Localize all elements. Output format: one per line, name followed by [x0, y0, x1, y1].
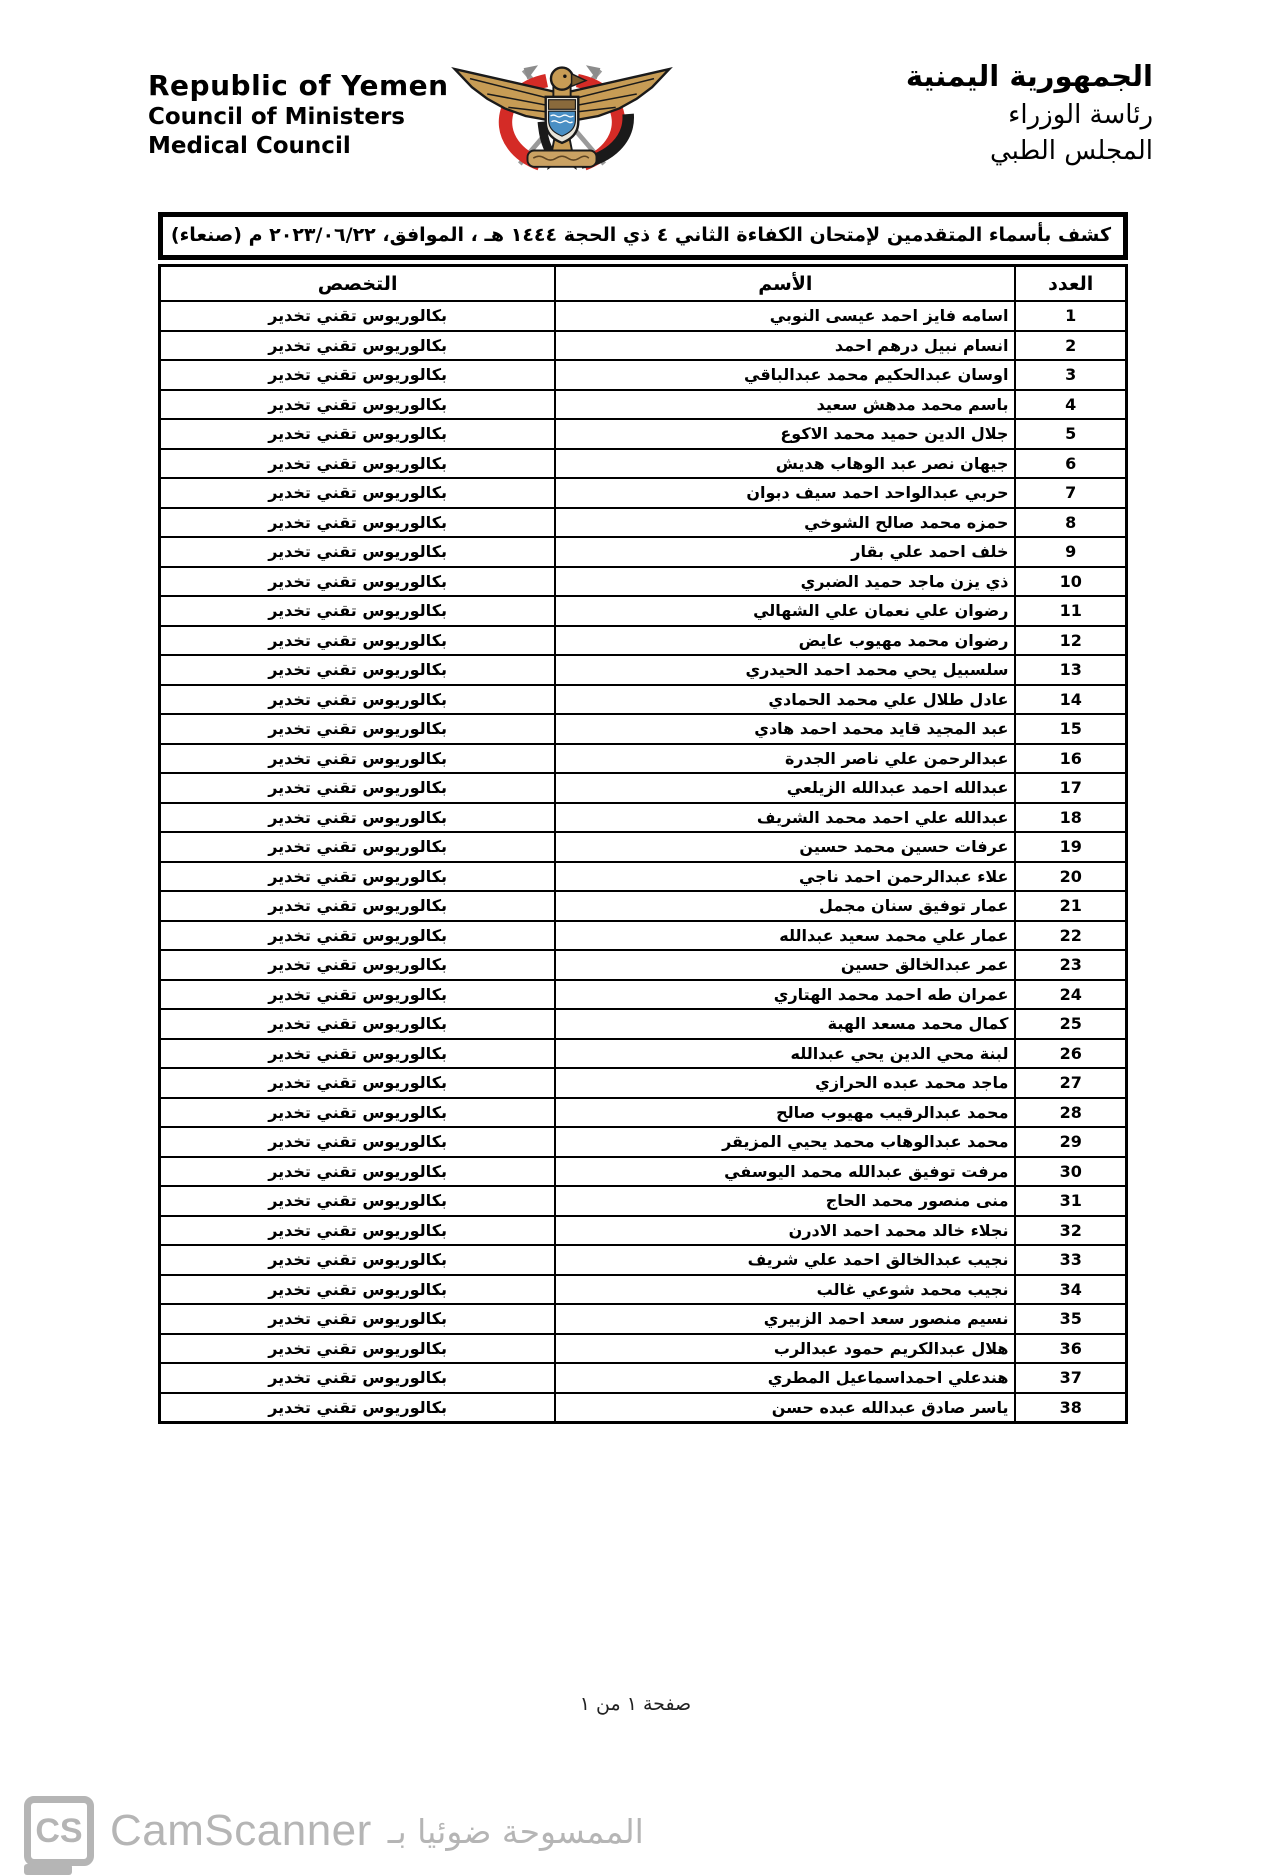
row-number: 8	[1015, 508, 1126, 538]
row-specialty: بكالوريوس تقني تخدير	[160, 1393, 556, 1423]
row-specialty: بكالوريوس تقني تخدير	[160, 567, 556, 597]
row-name: ماجد محمد عبده الحرازي	[555, 1068, 1015, 1098]
header-arabic-line2: رئاسة الوزراء	[1008, 99, 1153, 130]
table-row	[160, 803, 1127, 833]
row-name: عمار علي محمد سعيد عبدالله	[555, 921, 1015, 951]
row-specialty: بكالوريوس تقني تخدير	[160, 301, 556, 331]
row-specialty: بكالوريوس تقني تخدير	[160, 478, 556, 508]
column-header-number: العدد	[1015, 266, 1126, 302]
row-name: عبد المجيد قايد محمد احمد هادي	[555, 714, 1015, 744]
row-number: 31	[1015, 1186, 1126, 1216]
table-row	[160, 478, 1127, 508]
table-row	[160, 685, 1127, 715]
row-specialty: بكالوريوس تقني تخدير	[160, 685, 556, 715]
row-number: 16	[1015, 744, 1126, 774]
table-row	[160, 655, 1127, 685]
row-name: محمد عبدالرقيب مهيوب صالح	[555, 1098, 1015, 1128]
row-name: عبدالله علي احمد محمد الشريف	[555, 803, 1015, 833]
table-row	[160, 626, 1127, 656]
table-row	[160, 1068, 1127, 1098]
row-name: سلسبيل يحي محمد احمد الحيدري	[555, 655, 1015, 685]
table-row	[160, 1186, 1127, 1216]
row-number: 23	[1015, 950, 1126, 980]
row-name: هلال عبدالكريم حمود عبدالرب	[555, 1334, 1015, 1364]
row-specialty: بكالوريوس تقني تخدير	[160, 360, 556, 390]
row-number: 4	[1015, 390, 1126, 420]
row-name: لبنة محي الدين يحي عبدالله	[555, 1039, 1015, 1069]
row-number: 25	[1015, 1009, 1126, 1039]
table-row	[160, 862, 1127, 892]
row-specialty: بكالوريوس تقني تخدير	[160, 331, 556, 361]
row-specialty: بكالوريوس تقني تخدير	[160, 1068, 556, 1098]
row-name: عادل طلال علي محمد الحمادي	[555, 685, 1015, 715]
row-name: حمزه محمد صالح الشوخي	[555, 508, 1015, 538]
row-number: 34	[1015, 1275, 1126, 1305]
table-row	[160, 419, 1127, 449]
table-row	[160, 1009, 1127, 1039]
row-number: 17	[1015, 773, 1126, 803]
table-row	[160, 891, 1127, 921]
table-header-row	[160, 266, 1127, 302]
row-name: عرفات حسين محمد حسين	[555, 832, 1015, 862]
row-specialty: بكالوريوس تقني تخدير	[160, 1127, 556, 1157]
row-name: ياسر صادق عبدالله عبده حسن	[555, 1393, 1015, 1423]
row-number: 3	[1015, 360, 1126, 390]
table-row	[160, 1334, 1127, 1364]
row-specialty: بكالوريوس تقني تخدير	[160, 626, 556, 656]
row-number: 29	[1015, 1127, 1126, 1157]
table-row	[160, 980, 1127, 1010]
camscanner-arabic-label: الممسوحة ضوئيا بـ	[387, 1811, 644, 1851]
table-row	[160, 1127, 1127, 1157]
row-number: 1	[1015, 301, 1126, 331]
row-name: منى منصور محمد الحاج	[555, 1186, 1015, 1216]
table-row	[160, 331, 1127, 361]
row-specialty: بكالوريوس تقني تخدير	[160, 921, 556, 951]
table-row	[160, 567, 1127, 597]
row-name: باسم محمد مدهش سعيد	[555, 390, 1015, 420]
row-name: جيهان نصر عبد الوهاب هديش	[555, 449, 1015, 479]
row-specialty: بكالوريوس تقني تخدير	[160, 1216, 556, 1246]
table-row	[160, 744, 1127, 774]
row-name: عمران طه احمد محمد الهتاري	[555, 980, 1015, 1010]
row-name: ذي يزن ماجد حميد الضبري	[555, 567, 1015, 597]
table-row	[160, 449, 1127, 479]
row-number: 11	[1015, 596, 1126, 626]
row-name: عمار توفيق سنان مجمل	[555, 891, 1015, 921]
table-row	[160, 950, 1127, 980]
row-number: 22	[1015, 921, 1126, 951]
row-number: 7	[1015, 478, 1126, 508]
page-number-label: صفحة ١ من ١	[579, 1693, 692, 1715]
row-specialty: بكالوريوس تقني تخدير	[160, 419, 556, 449]
yemen-coat-of-arms-emblem	[447, 54, 677, 178]
row-specialty: بكالوريوس تقني تخدير	[160, 1304, 556, 1334]
row-number: 28	[1015, 1098, 1126, 1128]
row-number: 37	[1015, 1363, 1126, 1393]
row-specialty: بكالوريوس تقني تخدير	[160, 390, 556, 420]
header-english-line1: Republic of Yemen	[148, 69, 449, 102]
yemen-emblem-graphic	[447, 54, 677, 178]
row-number: 38	[1015, 1393, 1126, 1423]
table-row	[160, 360, 1127, 390]
row-specialty: بكالوريوس تقني تخدير	[160, 537, 556, 567]
row-name: كمال محمد مسعد الهبة	[555, 1009, 1015, 1039]
row-specialty: بكالوريوس تقني تخدير	[160, 803, 556, 833]
row-specialty: بكالوريوس تقني تخدير	[160, 1363, 556, 1393]
row-name: محمد عبدالوهاب محمد يحيي المزيقر	[555, 1127, 1015, 1157]
row-number: 10	[1015, 567, 1126, 597]
table-row	[160, 1216, 1127, 1246]
table-row	[160, 390, 1127, 420]
camscanner-icon: CS	[24, 1796, 94, 1866]
row-specialty: بكالوريوس تقني تخدير	[160, 1157, 556, 1187]
row-number: 14	[1015, 685, 1126, 715]
row-number: 27	[1015, 1068, 1126, 1098]
table-row	[160, 1363, 1127, 1393]
camscanner-watermark	[24, 1796, 644, 1866]
row-number: 36	[1015, 1334, 1126, 1364]
row-number: 12	[1015, 626, 1126, 656]
row-specialty: بكالوريوس تقني تخدير	[160, 1186, 556, 1216]
row-name: نجلاء خالد محمد احمد الادرن	[555, 1216, 1015, 1246]
table-row	[160, 1098, 1127, 1128]
row-number: 21	[1015, 891, 1126, 921]
column-header-name: الأسم	[555, 266, 1015, 302]
table-row	[160, 1275, 1127, 1305]
row-number: 9	[1015, 537, 1126, 567]
row-name: نجيب محمد شوعي غالب	[555, 1275, 1015, 1305]
table-row	[160, 921, 1127, 951]
row-number: 24	[1015, 980, 1126, 1010]
row-name: عبدالرحمن علي ناصر الجدرة	[555, 744, 1015, 774]
row-number: 30	[1015, 1157, 1126, 1187]
table-row	[160, 714, 1127, 744]
row-specialty: بكالوريوس تقني تخدير	[160, 950, 556, 980]
table-row	[160, 1393, 1127, 1423]
row-number: 35	[1015, 1304, 1126, 1334]
row-specialty: بكالوريوس تقني تخدير	[160, 449, 556, 479]
row-specialty: بكالوريوس تقني تخدير	[160, 891, 556, 921]
row-name: اسامه فايز احمد عيسى النوبي	[555, 301, 1015, 331]
row-specialty: بكالوريوس تقني تخدير	[160, 980, 556, 1010]
table-row	[160, 596, 1127, 626]
row-specialty: بكالوريوس تقني تخدير	[160, 655, 556, 685]
row-number: 2	[1015, 331, 1126, 361]
table-row	[160, 832, 1127, 862]
table-row	[160, 1039, 1127, 1069]
row-name: اوسان عبدالحكيم محمد عبدالباقي	[555, 360, 1015, 390]
row-specialty: بكالوريوس تقني تخدير	[160, 1039, 556, 1069]
header-arabic	[906, 56, 1153, 169]
row-specialty: بكالوريوس تقني تخدير	[160, 508, 556, 538]
row-number: 20	[1015, 862, 1126, 892]
row-name: حربي عبدالواحد احمد سيف دبوان	[555, 478, 1015, 508]
table-row	[160, 1157, 1127, 1187]
row-specialty: بكالوريوس تقني تخدير	[160, 832, 556, 862]
row-name: عمر عبدالخالق حسين	[555, 950, 1015, 980]
header-english-line2: Council of Ministers	[148, 104, 405, 130]
row-name: نسيم منصور سعد احمد الزبيري	[555, 1304, 1015, 1334]
row-name: نجيب عبدالخالق احمد علي شريف	[555, 1245, 1015, 1275]
row-specialty: بكالوريوس تقني تخدير	[160, 596, 556, 626]
table-row	[160, 1304, 1127, 1334]
table-row	[160, 301, 1127, 331]
row-number: 26	[1015, 1039, 1126, 1069]
row-number: 33	[1015, 1245, 1126, 1275]
row-number: 13	[1015, 655, 1126, 685]
row-specialty: بكالوريوس تقني تخدير	[160, 1009, 556, 1039]
row-specialty: بكالوريوس تقني تخدير	[160, 714, 556, 744]
row-name: عبدالله احمد عبدالله الزيلعي	[555, 773, 1015, 803]
row-specialty: بكالوريوس تقني تخدير	[160, 1275, 556, 1305]
row-number: 19	[1015, 832, 1126, 862]
row-name: هندعلي احمداسماعيل المطري	[555, 1363, 1015, 1393]
camscanner-brand-text: CamScanner	[110, 1806, 372, 1855]
row-name: رضوان علي نعمان علي الشهالي	[555, 596, 1015, 626]
header-arabic-line1: الجمهورية اليمنية	[905, 59, 1153, 93]
table-row	[160, 508, 1127, 538]
row-number: 15	[1015, 714, 1126, 744]
table-row	[160, 1245, 1127, 1275]
row-name: رضوان محمد مهيوب عايض	[555, 626, 1015, 656]
row-name: انسام نبيل درهم احمد	[555, 331, 1015, 361]
row-name: جلال الدين حميد محمد الاكوع	[555, 419, 1015, 449]
row-specialty: بكالوريوس تقني تخدير	[160, 744, 556, 774]
row-number: 18	[1015, 803, 1126, 833]
applicants-table	[158, 264, 1128, 1424]
row-specialty: بكالوريوس تقني تخدير	[160, 773, 556, 803]
row-name: مرفت توفيق عبدالله محمد اليوسفي	[555, 1157, 1015, 1187]
row-name: خلف احمد علي بقار	[555, 537, 1015, 567]
header-english-line3: Medical Council	[148, 132, 351, 159]
header-english	[148, 68, 449, 161]
row-specialty: بكالوريوس تقني تخدير	[160, 1334, 556, 1364]
document-title: كشف بأسماء المتقدمين لإمتحان الكفاءة الثاني ٤ ذي الحجة ١٤٤٤ هـ ، الموافق، ٢٠٢٣/٠٦/٢٢ م (صنعاء)	[158, 212, 1128, 260]
row-name: علاء عبدالرحمن احمد ناجي	[555, 862, 1015, 892]
row-specialty: بكالوريوس تقني تخدير	[160, 1098, 556, 1128]
column-header-specialty: التخصص	[160, 266, 556, 302]
row-number: 5	[1015, 419, 1126, 449]
table-row	[160, 773, 1127, 803]
table-row	[160, 537, 1127, 567]
row-number: 6	[1015, 449, 1126, 479]
header-arabic-line3: المجلس الطبي	[990, 135, 1153, 166]
row-specialty: بكالوريوس تقني تخدير	[160, 862, 556, 892]
row-number: 32	[1015, 1216, 1126, 1246]
row-specialty: بكالوريوس تقني تخدير	[160, 1245, 556, 1275]
